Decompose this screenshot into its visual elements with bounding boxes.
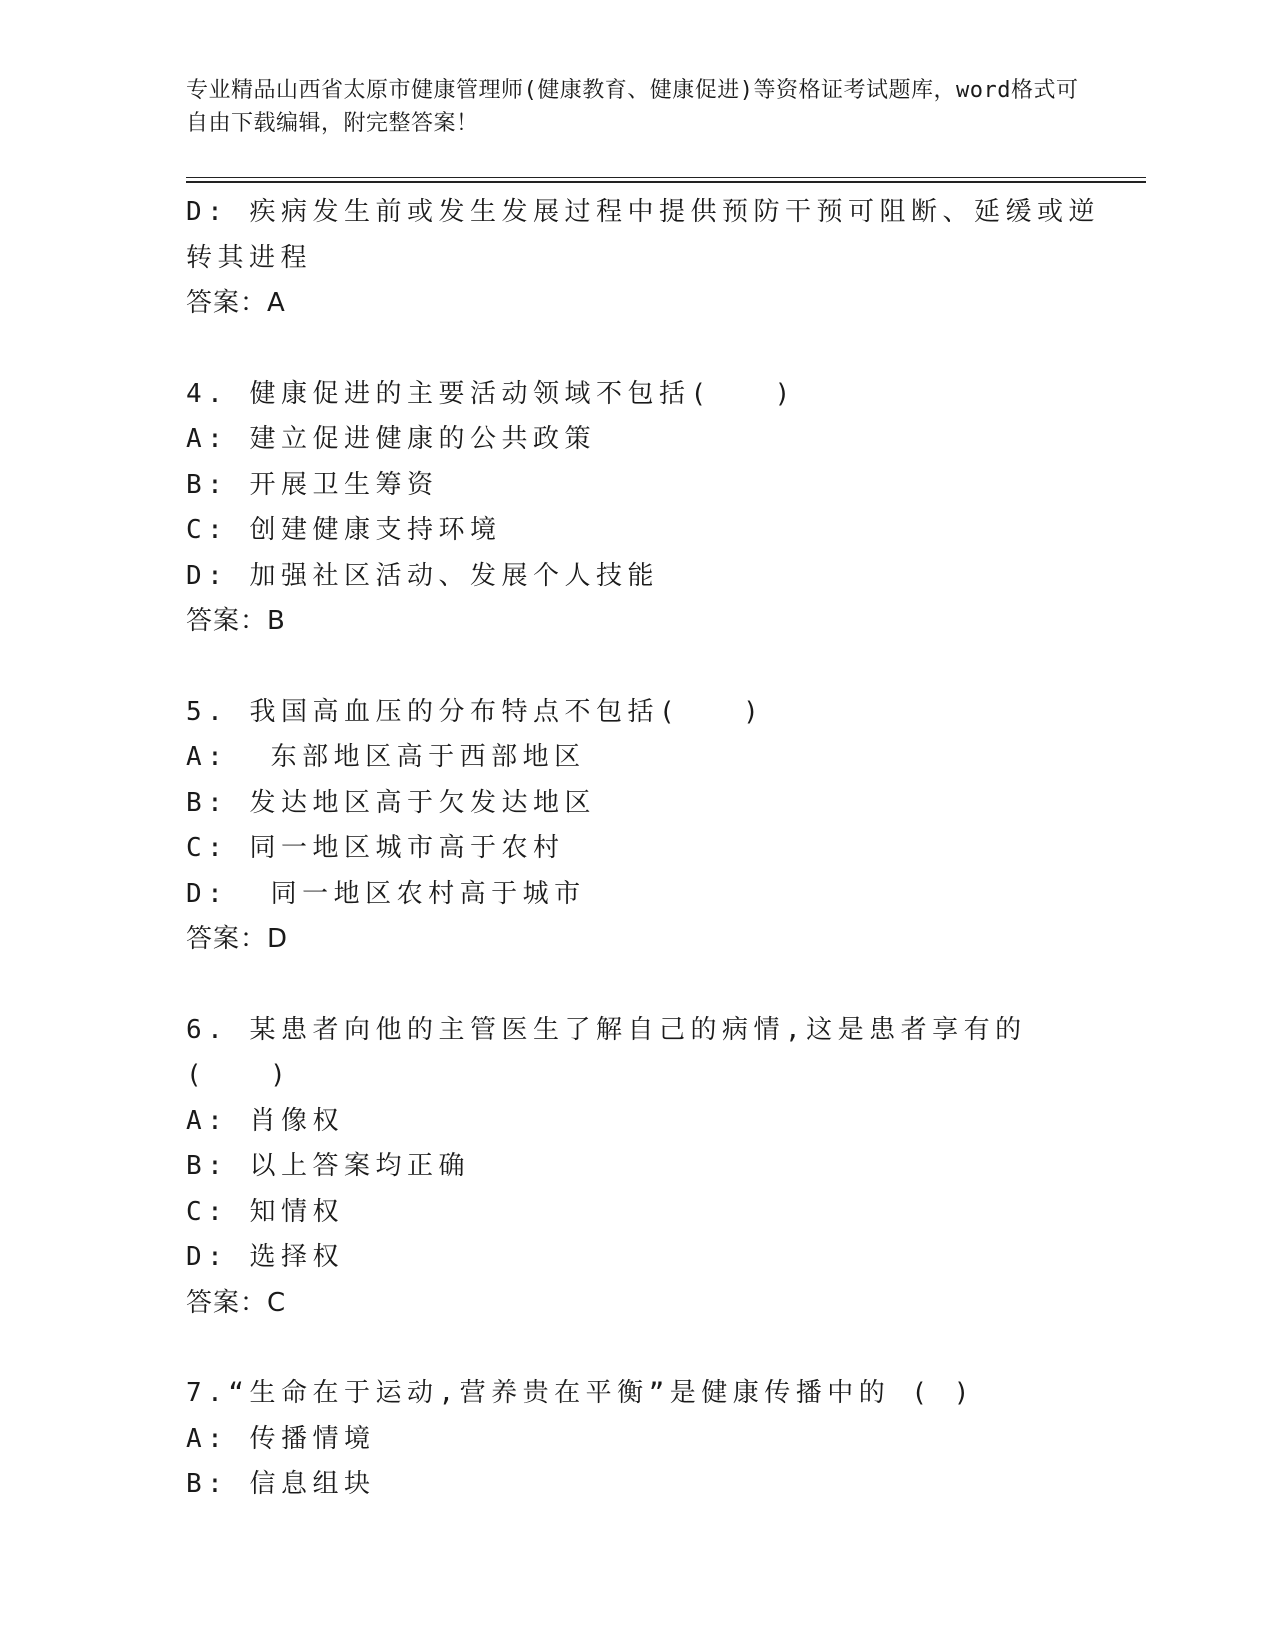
option-a: A: 建立促进健康的公共政策 bbox=[186, 424, 596, 454]
question-stem: 7.“生命在于运动,营养贵在平衡”是健康传播中的 ( ) bbox=[186, 1378, 975, 1408]
question-stem: 6. 某患者向他的主管医生了解自己的病情,这是患者享有的( ) bbox=[186, 1014, 1027, 1090]
question-7 bbox=[186, 1371, 1106, 1508]
question-stem: 5. 我国高血压的分布特点不包括( ) bbox=[186, 696, 765, 727]
option-d: D: 选择权 bbox=[186, 1242, 344, 1272]
question-5 bbox=[186, 690, 1106, 963]
document-title: 专业精品山西省太原市健康管理师(健康教育、健康促进)等资格证考试题库，word格式可自由下载编辑，附完整答案！ bbox=[186, 78, 1079, 136]
option-b: B: 信息组块 bbox=[186, 1469, 376, 1499]
option-a: A: 传播情境 bbox=[186, 1423, 376, 1454]
option-b: B: 发达地区高于欠发达地区 bbox=[186, 787, 596, 818]
question-4 bbox=[186, 372, 1106, 645]
answer: 答案：D bbox=[186, 924, 289, 954]
option-a: A: 东部地区高于西部地区 bbox=[186, 742, 586, 772]
option-d: D: 同一地区农村高于城市 bbox=[186, 878, 586, 909]
option-b: B: 以上答案均正确 bbox=[186, 1151, 470, 1181]
option-c: C: 同一地区城市高于农村 bbox=[186, 833, 565, 863]
answer: 答案：C bbox=[186, 1287, 287, 1318]
answer: 答案：B bbox=[186, 606, 286, 636]
option-c: C: 创建健康支持环境 bbox=[186, 515, 502, 545]
header-divider bbox=[186, 177, 1146, 183]
option-c: C: 知情权 bbox=[186, 1196, 344, 1227]
option-d: D: 疾病发生前或发生发展过程中提供预防干预可阻断、延缓或逆转其进程 bbox=[186, 197, 1100, 273]
question-list bbox=[186, 190, 1106, 1508]
option-a: A: 肖像权 bbox=[186, 1105, 344, 1136]
option-b: B: 开展卫生筹资 bbox=[186, 469, 439, 500]
page-header bbox=[186, 74, 1086, 140]
question-6 bbox=[186, 1008, 1106, 1327]
continued-question bbox=[186, 190, 1106, 327]
answer: 答案：A bbox=[186, 288, 286, 318]
question-stem: 4. 健康促进的主要活动领域不包括( ) bbox=[186, 378, 796, 409]
option-d: D: 加强社区活动、发展个人技能 bbox=[186, 560, 659, 591]
